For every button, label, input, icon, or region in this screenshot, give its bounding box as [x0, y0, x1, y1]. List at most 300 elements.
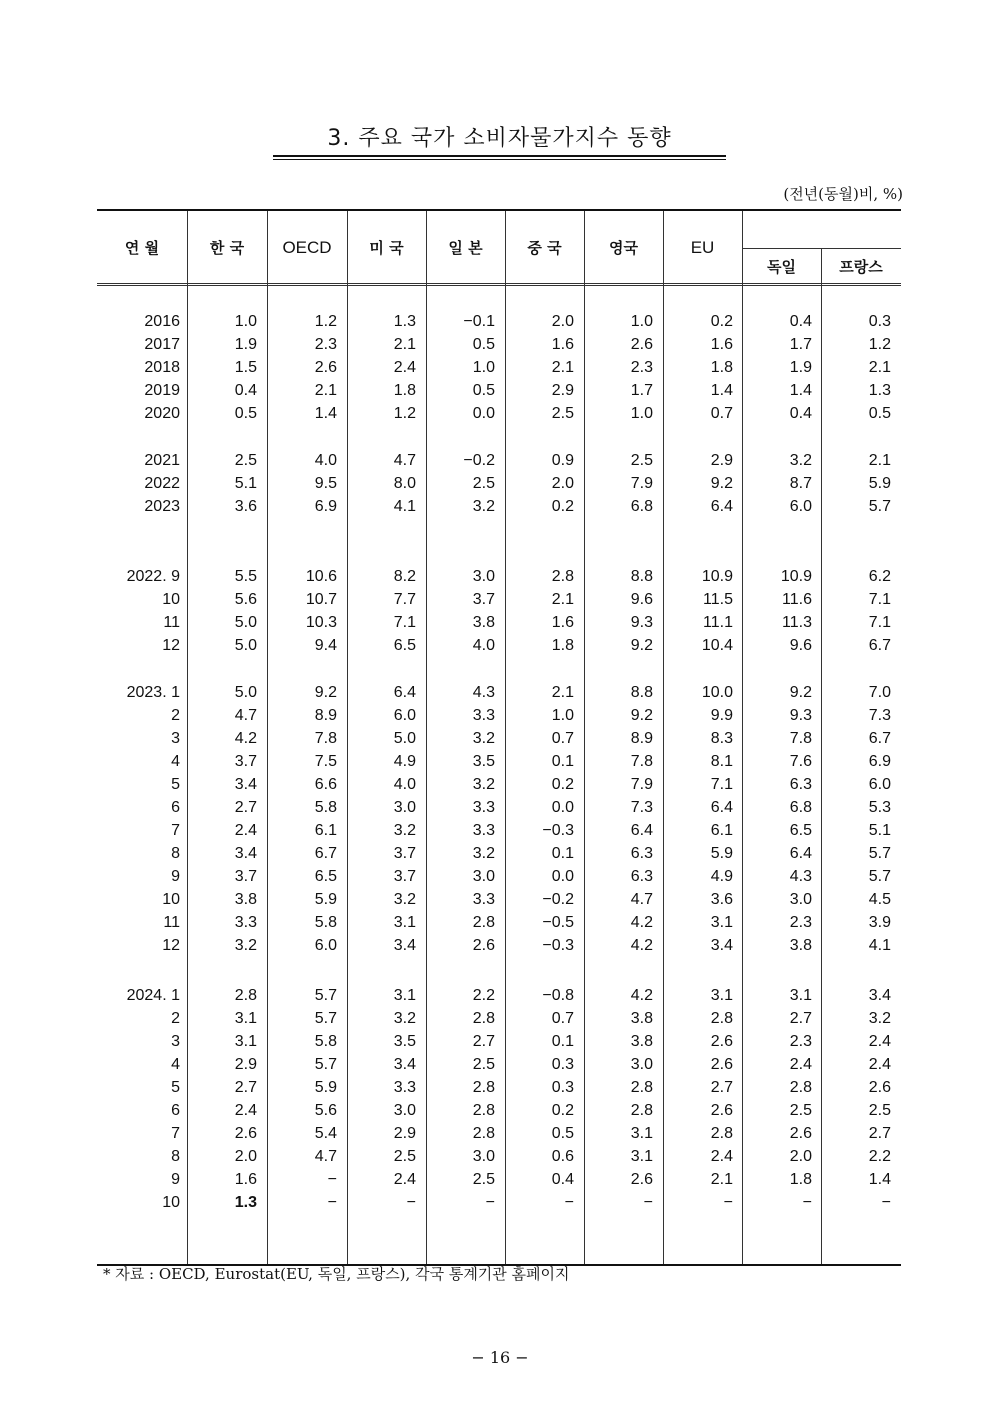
table-cell: 0.7 [551, 730, 574, 747]
table-cell: 2.3 [789, 914, 812, 931]
row-label: 11 [163, 614, 180, 631]
table-cell: 8.2 [393, 568, 416, 585]
table-cell: 6.4 [710, 498, 733, 515]
table-cell: 6.9 [314, 498, 337, 515]
row-label: 10 [162, 891, 180, 908]
table-cell: 3.3 [234, 914, 257, 931]
table-cell: 3.0 [630, 1056, 653, 1073]
table-cell: 3.1 [393, 987, 416, 1004]
table-cell: 2.9 [234, 1056, 257, 1073]
table-cell: 3.2 [393, 891, 416, 908]
table-cell: 3.3 [472, 822, 495, 839]
table-cell: 5.9 [314, 1079, 337, 1096]
table-cell: 2.5 [472, 1056, 495, 1073]
table-cell: 10.0 [701, 684, 733, 701]
table-cell: − [643, 1194, 653, 1211]
table-cell: 5.7 [868, 845, 891, 862]
row-label: 5 [171, 776, 180, 793]
table-cell: 1.6 [551, 614, 574, 631]
table-cell: 2.0 [234, 1148, 257, 1165]
table-cell: − [327, 1194, 337, 1211]
table-cell: 10.7 [305, 591, 337, 608]
table-cell: 4.0 [314, 452, 337, 469]
table-cell: 2.4 [393, 1171, 416, 1188]
row-label: 6 [171, 799, 180, 816]
table-cell: 0.7 [710, 405, 733, 422]
row-label: 3 [171, 730, 180, 747]
table-cell: − [802, 1194, 812, 1211]
table-cell: 8.7 [789, 475, 812, 492]
table-cell: − [723, 1194, 733, 1211]
table-cell: 3.1 [234, 1010, 257, 1027]
table-cell: 11.1 [703, 614, 733, 631]
table-row [97, 888, 901, 911]
table-row [97, 1099, 901, 1122]
table-row [97, 611, 901, 634]
header-japan: 일 본 [448, 239, 483, 257]
table-cell: 5.6 [234, 591, 257, 608]
table-cell: 3.1 [789, 987, 812, 1004]
table-cell: 2.7 [472, 1033, 495, 1050]
table-row [97, 1191, 901, 1214]
table-cell: 3.8 [630, 1033, 653, 1050]
table-cell: 8.9 [630, 730, 653, 747]
table-cell: 3.7 [234, 868, 257, 885]
table-cell: 0.1 [551, 845, 574, 862]
table-cell: 0.5 [472, 382, 495, 399]
row-label: 7 [171, 1125, 180, 1142]
table-cell: 6.6 [314, 776, 337, 793]
table-cell: 2.8 [630, 1102, 653, 1119]
table-cell: 1.8 [551, 637, 574, 654]
table-cell: 3.6 [710, 891, 733, 908]
table-cell: 7.9 [630, 475, 653, 492]
row-label: 2023 [144, 498, 180, 515]
table-cell: 0.2 [551, 776, 574, 793]
table-cell: − [327, 1171, 337, 1188]
table-row [97, 750, 901, 773]
table-cell: 2.4 [710, 1148, 733, 1165]
table-cell: −0.2 [542, 891, 574, 908]
table-cell: 0.4 [551, 1171, 574, 1188]
table-cell: 2.9 [551, 382, 574, 399]
header-bottom-rule [97, 283, 901, 286]
table-cell: 1.3 [234, 1194, 257, 1211]
table-cell: 0.0 [551, 868, 574, 885]
table-cell: 1.8 [710, 359, 733, 376]
table-row [97, 1145, 901, 1168]
unit-label: (전년(동월)비, %) [783, 185, 903, 203]
table-cell: 2.6 [314, 359, 337, 376]
table-cell: 2.8 [710, 1010, 733, 1027]
table-cell: 3.2 [868, 1010, 891, 1027]
table-cell: 0.3 [551, 1056, 574, 1073]
table-row [97, 727, 901, 750]
table-cell: 4.7 [630, 891, 653, 908]
row-label: 2017 [144, 336, 180, 353]
table-cell: 0.7 [551, 1010, 574, 1027]
table-cell: 6.3 [630, 845, 653, 862]
table-cell: 6.8 [630, 498, 653, 515]
table-cell: 0.2 [710, 313, 733, 330]
table-cell: 2.6 [710, 1056, 733, 1073]
table-row [97, 1007, 901, 1030]
table-cell: 2.1 [551, 359, 574, 376]
table-cell: 9.5 [314, 475, 337, 492]
header-france: 프랑스 [839, 258, 883, 276]
table-cell: 4.1 [868, 937, 891, 954]
table-cell: − [406, 1194, 416, 1211]
table-cell: 4.3 [789, 868, 812, 885]
row-label: 8 [171, 845, 180, 862]
table-cell: 3.4 [710, 937, 733, 954]
table-row [97, 911, 901, 934]
table-cell: 6.3 [630, 868, 653, 885]
table-cell: 2.8 [472, 914, 495, 931]
table-cell: 4.3 [472, 684, 495, 701]
table-cell: 6.8 [789, 799, 812, 816]
table-cell: −0.3 [542, 822, 574, 839]
table-cell: 1.5 [234, 359, 257, 376]
table-cell: 2.3 [630, 359, 653, 376]
row-label: 2023. 1 [126, 684, 180, 701]
table-cell: 6.2 [868, 568, 891, 585]
table-row [97, 333, 901, 356]
table-cell: 6.3 [789, 776, 812, 793]
table-row [97, 681, 901, 704]
table-cell: 5.0 [234, 614, 257, 631]
table-cell: 2.4 [868, 1056, 891, 1073]
row-label: 12 [162, 937, 180, 954]
row-label: 10 [162, 591, 180, 608]
table-cell: 2.6 [630, 336, 653, 353]
table-cell: 0.1 [551, 753, 574, 770]
table-cell: 7.5 [314, 753, 337, 770]
table-cell: 1.0 [472, 359, 495, 376]
title-underline [273, 155, 726, 160]
table-cell: 0.4 [789, 313, 812, 330]
header-period: 연 월 [124, 239, 160, 257]
header-uk: 영국 [609, 239, 638, 257]
table-cell: −0.5 [542, 914, 574, 931]
table-cell: 7.7 [393, 591, 416, 608]
table-cell: 7.1 [710, 776, 733, 793]
table-cell: 2.5 [393, 1148, 416, 1165]
table-row [97, 449, 901, 472]
table-cell: 8.8 [630, 568, 653, 585]
table-cell: 2.5 [234, 452, 257, 469]
table-cell: 2.6 [234, 1125, 257, 1142]
table-cell: 4.2 [630, 987, 653, 1004]
row-label: 9 [171, 1171, 180, 1188]
table-cell: 7.8 [314, 730, 337, 747]
table-cell: 1.9 [234, 336, 257, 353]
table-cell: 0.4 [789, 405, 812, 422]
table-cell: 3.4 [868, 987, 891, 1004]
table-cell: 3.0 [472, 868, 495, 885]
table-cell: 0.2 [551, 1102, 574, 1119]
table-cell: 1.2 [393, 405, 416, 422]
table-cell: 6.0 [789, 498, 812, 515]
table-cell: 7.6 [789, 753, 812, 770]
eu-subheader-rule [742, 248, 901, 249]
table-cell: 5.3 [868, 799, 891, 816]
table-cell: 9.6 [789, 637, 812, 654]
table-cell: 2.0 [551, 313, 574, 330]
table-cell: 1.4 [868, 1171, 891, 1188]
table-cell: 3.0 [393, 1102, 416, 1119]
table-cell: 3.3 [472, 891, 495, 908]
cpi-table [97, 209, 901, 1266]
table-cell: 5.6 [314, 1102, 337, 1119]
row-label: 6 [171, 1102, 180, 1119]
table-cell: 1.7 [630, 382, 653, 399]
table-cell: − [881, 1194, 891, 1211]
table-cell: 0.5 [868, 405, 891, 422]
table-cell: 9.2 [710, 475, 733, 492]
table-cell: 5.0 [393, 730, 416, 747]
table-row [97, 1122, 901, 1145]
table-cell: 3.8 [630, 1010, 653, 1027]
table-cell: 2.4 [789, 1056, 812, 1073]
table-cell: 4.1 [393, 498, 416, 515]
table-cell: 3.8 [789, 937, 812, 954]
table-cell: 4.7 [234, 707, 257, 724]
table-cell: 3.5 [472, 753, 495, 770]
table-row [97, 1030, 901, 1053]
table-cell: 3.4 [393, 937, 416, 954]
table-cell: 1.0 [630, 405, 653, 422]
table-cell: 4.0 [393, 776, 416, 793]
table-cell: 0.3 [551, 1079, 574, 1096]
table-cell: 5.1 [234, 475, 257, 492]
table-cell: 9.2 [630, 637, 653, 654]
table-cell: 2.5 [472, 1171, 495, 1188]
table-cell: 2.9 [710, 452, 733, 469]
table-cell: 5.7 [314, 1010, 337, 1027]
table-cell: 2.9 [393, 1125, 416, 1142]
table-cell: 7.3 [630, 799, 653, 816]
table-cell: 7.1 [868, 591, 891, 608]
table-cell: 3.9 [868, 914, 891, 931]
table-cell: 9.4 [314, 637, 337, 654]
table-cell: 3.0 [472, 1148, 495, 1165]
table-cell: 2.1 [551, 591, 574, 608]
table-cell: 5.8 [314, 799, 337, 816]
table-cell: 9.2 [789, 684, 812, 701]
table-cell: 5.9 [868, 475, 891, 492]
table-cell: 2.1 [314, 382, 337, 399]
table-cell: 1.8 [789, 1171, 812, 1188]
table-cell: 2.8 [234, 987, 257, 1004]
table-cell: 2.8 [472, 1010, 495, 1027]
table-cell: 2.7 [789, 1010, 812, 1027]
table-cell: 3.4 [234, 845, 257, 862]
table-cell: 2.5 [868, 1102, 891, 1119]
table-cell: 3.4 [234, 776, 257, 793]
table-cell: 9.3 [630, 614, 653, 631]
table-cell: 1.4 [710, 382, 733, 399]
table-cell: 2.6 [789, 1125, 812, 1142]
table-cell: 1.0 [630, 313, 653, 330]
table-row [97, 934, 901, 957]
table-cell: 2.2 [868, 1148, 891, 1165]
row-label: 2022. 9 [126, 568, 180, 585]
table-cell: 6.4 [710, 799, 733, 816]
table-cell: 5.0 [234, 684, 257, 701]
table-cell: 1.3 [393, 313, 416, 330]
table-cell: 10.9 [701, 568, 733, 585]
table-cell: − [564, 1194, 574, 1211]
table-cell: 0.5 [551, 1125, 574, 1142]
table-row [97, 356, 901, 379]
table-cell: 2.6 [868, 1079, 891, 1096]
row-label: 2 [171, 707, 180, 724]
table-cell: 5.7 [868, 498, 891, 515]
table-cell: 4.7 [393, 452, 416, 469]
table-cell: 9.2 [630, 707, 653, 724]
table-cell: 2.8 [789, 1079, 812, 1096]
table-cell: 3.1 [710, 987, 733, 1004]
table-row [97, 310, 901, 333]
table-cell: 0.2 [551, 498, 574, 515]
row-label: 12 [162, 637, 180, 654]
table-cell: 8.9 [314, 707, 337, 724]
row-label: 7 [171, 822, 180, 839]
table-cell: 3.3 [472, 707, 495, 724]
table-cell: 6.5 [314, 868, 337, 885]
table-cell: 0.9 [551, 452, 574, 469]
row-label: 2016 [144, 313, 180, 330]
header-china: 중 국 [527, 239, 562, 257]
table-cell: 4.7 [314, 1148, 337, 1165]
table-cell: 3.1 [710, 914, 733, 931]
table-cell: 7.8 [630, 753, 653, 770]
table-cell: 2.7 [234, 799, 257, 816]
table-cell: −0.8 [542, 987, 574, 1004]
table-cell: −0.2 [463, 452, 495, 469]
table-cell: 3.5 [393, 1033, 416, 1050]
table-row [97, 842, 901, 865]
table-cell: −0.3 [542, 937, 574, 954]
table-cell: 3.7 [393, 845, 416, 862]
table-cell: 2.8 [630, 1079, 653, 1096]
row-label: 9 [171, 868, 180, 885]
table-cell: 0.5 [234, 405, 257, 422]
table-cell: 0.3 [868, 313, 891, 330]
table-cell: 9.9 [710, 707, 733, 724]
table-cell: 3.2 [234, 937, 257, 954]
table-cell: 4.2 [630, 937, 653, 954]
table-cell: 2.6 [710, 1033, 733, 1050]
table-row [97, 588, 901, 611]
table-cell: 7.3 [868, 707, 891, 724]
table-cell: 2.1 [868, 452, 891, 469]
table-row [97, 495, 901, 518]
table-cell: 1.4 [314, 405, 337, 422]
row-label: 3 [171, 1033, 180, 1050]
table-cell: 2.5 [630, 452, 653, 469]
page-title: 3. 주요 국가 소비자물가지수 동향 [327, 126, 672, 151]
table-cell: 2.8 [472, 1102, 495, 1119]
header-korea: 한 국 [209, 239, 245, 257]
table-row [97, 379, 901, 402]
table-cell: 2.0 [551, 475, 574, 492]
table-cell: 3.2 [472, 498, 495, 515]
table-cell: 8.8 [630, 684, 653, 701]
table-cell: 6.4 [393, 684, 416, 701]
table-cell: 5.9 [710, 845, 733, 862]
table-cell: 3.7 [472, 591, 495, 608]
table-cell: 3.2 [393, 1010, 416, 1027]
table-cell: 1.3 [868, 382, 891, 399]
table-cell: 5.4 [314, 1125, 337, 1142]
table-cell: 1.6 [710, 336, 733, 353]
table-cell: 5.8 [314, 914, 337, 931]
table-cell: 7.8 [789, 730, 812, 747]
table-cell: 2.1 [393, 336, 416, 353]
table-cell: 9.3 [789, 707, 812, 724]
table-cell: 8.3 [710, 730, 733, 747]
row-label: 5 [171, 1079, 180, 1096]
table-cell: 2.5 [551, 405, 574, 422]
table-row [97, 1053, 901, 1076]
table-cell: 2.4 [234, 822, 257, 839]
table-row [97, 402, 901, 425]
table-cell: 3.6 [234, 498, 257, 515]
table-cell: 9.6 [630, 591, 653, 608]
row-label: 2022 [144, 475, 180, 492]
header-eu: EU [690, 238, 715, 257]
table-cell: 2.3 [789, 1033, 812, 1050]
table-cell: 8.1 [710, 753, 733, 770]
table-cell: 11.3 [782, 614, 812, 631]
table-cell: 7.1 [393, 614, 416, 631]
table-cell: 3.1 [630, 1125, 653, 1142]
table-cell: 3.8 [472, 614, 495, 631]
table-cell: 3.1 [234, 1033, 257, 1050]
table-cell: 3.7 [234, 753, 257, 770]
table-cell: 1.6 [551, 336, 574, 353]
table-row [97, 1076, 901, 1099]
table-cell: 1.2 [868, 336, 891, 353]
header-germany: 독일 [767, 258, 796, 276]
table-cell: 2.6 [472, 937, 495, 954]
table-cell: 6.5 [789, 822, 812, 839]
row-label: 2018 [144, 359, 180, 376]
table-row [97, 984, 901, 1007]
table-row [97, 1168, 901, 1191]
table-row [97, 472, 901, 495]
source-footnote: * 자료 : OECD, Eurostat(EU, 독일, 프랑스), 각국 통계기관 홈페이지 [103, 1265, 570, 1283]
table-cell: 3.0 [472, 568, 495, 585]
table-cell: 5.9 [314, 891, 337, 908]
table-cell: 4.9 [710, 868, 733, 885]
table-cell: 2.7 [710, 1079, 733, 1096]
table-cell: 5.8 [314, 1033, 337, 1050]
table-cell: 2.4 [868, 1033, 891, 1050]
table-cell: 1.7 [789, 336, 812, 353]
table-cell: 2.1 [551, 684, 574, 701]
table-cell: 3.2 [789, 452, 812, 469]
table-cell: 6.7 [314, 845, 337, 862]
table-cell: 3.7 [393, 868, 416, 885]
table-row [97, 634, 901, 657]
table-cell: 5.7 [314, 987, 337, 1004]
table-cell: 3.3 [472, 799, 495, 816]
table-cell: 2.7 [868, 1125, 891, 1142]
row-label: 4 [171, 753, 180, 770]
